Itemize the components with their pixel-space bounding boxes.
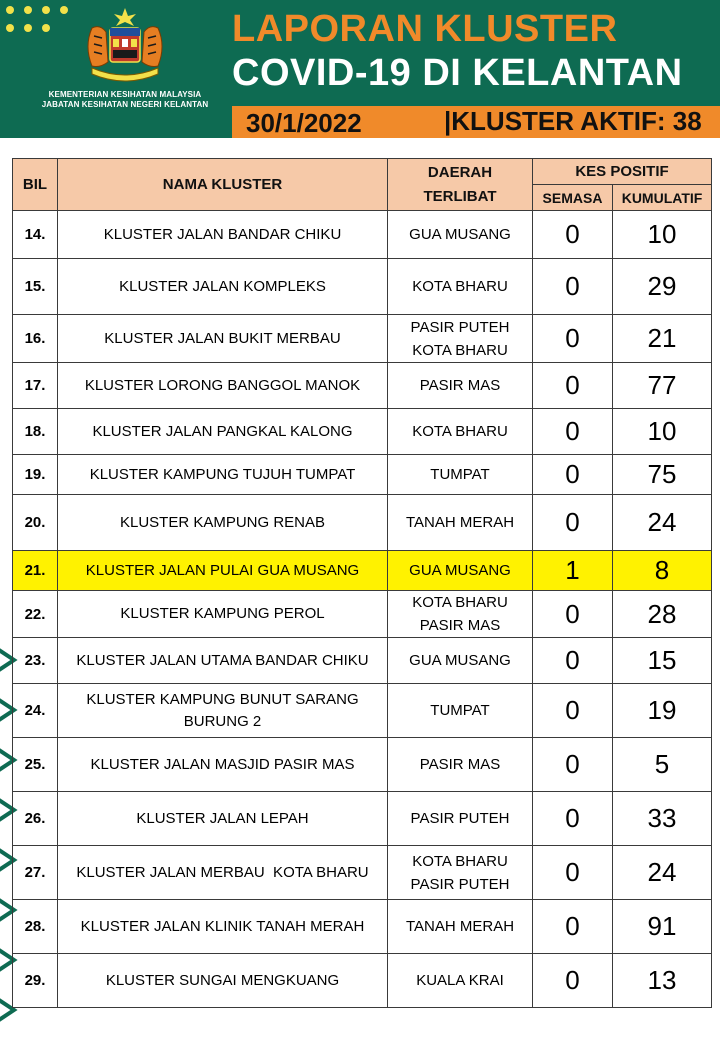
row-daerah	[388, 363, 533, 409]
report-subtitle: COVID-19 DI KELANTAN	[232, 52, 683, 94]
row-daerah	[388, 551, 533, 591]
header-daerah-terlibat	[388, 159, 533, 211]
row-daerah	[388, 259, 533, 315]
header-daerah-line2: TERLIBAT	[423, 187, 497, 205]
row-semasa: 0	[533, 211, 613, 259]
row-bil: 18.	[13, 409, 58, 455]
daerah-line: TUMPAT	[430, 702, 490, 719]
row-semasa: 0	[533, 495, 613, 551]
table-row	[13, 455, 712, 495]
row-bil: 16.	[13, 315, 58, 363]
row-bil: 23.	[13, 638, 58, 684]
header-bil: BIL	[13, 159, 58, 211]
nama-line: KLUSTER KAMPUNG RENAB	[119, 513, 326, 531]
row-nama-kluster	[58, 591, 388, 638]
row-daerah	[388, 409, 533, 455]
daerah-line: TANAH MERAH	[405, 514, 515, 531]
daerah-line: GUA MUSANG	[409, 652, 511, 669]
row-daerah	[388, 211, 533, 259]
row-nama-kluster	[58, 455, 388, 495]
daerah-line: PASIR MAS	[419, 617, 501, 634]
row-nama-kluster	[58, 738, 388, 792]
nama-line: KLUSTER KAMPUNG PEROL	[120, 605, 325, 622]
report-date: 30/1/2022	[246, 108, 362, 138]
header-semasa: SEMASA	[533, 185, 613, 211]
row-semasa: 0	[533, 363, 613, 409]
row-nama-kluster	[58, 846, 388, 900]
header-banner	[0, 0, 720, 138]
daerah-line: GUA MUSANG	[409, 226, 511, 243]
row-daerah	[388, 900, 533, 954]
row-nama-kluster	[58, 551, 388, 591]
nama-line: KLUSTER JALAN BANDAR CHIKU	[103, 225, 342, 243]
row-kumulatif: 5	[613, 738, 712, 792]
table-row	[13, 211, 712, 259]
decorative-dots	[6, 6, 76, 42]
row-kumulatif: 75	[613, 455, 712, 495]
row-semasa: 0	[533, 638, 613, 684]
row-semasa: 0	[533, 259, 613, 315]
daerah-line: PASIR MAS	[419, 377, 501, 394]
daerah-line: PASIR MAS	[419, 756, 501, 773]
row-bil: 28.	[13, 900, 58, 954]
malaysia-coat-of-arms-icon	[70, 6, 180, 86]
nama-line: BURUNG 2	[183, 712, 262, 730]
nama-line: KLUSTER JALAN PANGKAL KALONG	[92, 422, 353, 440]
daerah-line: PASIR PUTEH	[410, 318, 510, 336]
row-kumulatif: 21	[613, 315, 712, 363]
daerah-line: KOTA BHARU	[412, 852, 508, 870]
row-semasa: 0	[533, 315, 613, 363]
nama-line: KLUSTER JALAN UTAMA BANDAR CHIKU	[76, 651, 369, 669]
row-bil: 21.	[13, 551, 58, 591]
header-daerah-line1: DAERAH	[427, 163, 493, 181]
row-daerah	[388, 495, 533, 551]
row-kumulatif: 10	[613, 211, 712, 259]
nama-line: KLUSTER JALAN PULAI GUA MUSANG	[85, 561, 360, 579]
report-title: LAPORAN KLUSTER	[232, 8, 618, 50]
nama-line: KLUSTER KAMPUNG TUJUH TUMPAT	[89, 465, 356, 483]
row-kumulatif: 24	[613, 846, 712, 900]
table-row	[13, 638, 712, 684]
table-row	[13, 684, 712, 738]
row-kumulatif: 77	[613, 363, 712, 409]
row-nama-kluster	[58, 315, 388, 363]
row-nama-kluster	[58, 495, 388, 551]
daerah-line: GUA MUSANG	[409, 562, 511, 579]
row-nama-kluster	[58, 259, 388, 315]
row-semasa: 0	[533, 792, 613, 846]
row-kumulatif: 15	[613, 638, 712, 684]
daerah-line: KOTA BHARU	[412, 278, 508, 295]
row-semasa: 0	[533, 954, 613, 1008]
row-bil: 24.	[13, 684, 58, 738]
daerah-line: KOTA BHARU	[412, 423, 508, 440]
table-row	[13, 409, 712, 455]
row-bil: 15.	[13, 259, 58, 315]
row-kumulatif: 19	[613, 684, 712, 738]
row-daerah	[388, 638, 533, 684]
table-row	[13, 792, 712, 846]
nama-line: KLUSTER JALAN MERBAU KOTA BHARU	[76, 863, 369, 881]
row-kumulatif: 33	[613, 792, 712, 846]
row-kumulatif: 24	[613, 495, 712, 551]
header-nama-kluster: NAMA KLUSTER	[58, 159, 388, 211]
row-kumulatif: 28	[613, 591, 712, 638]
table-row	[13, 900, 712, 954]
ministry-name: KEMENTERIAN KESIHATAN MALAYSIA	[48, 90, 202, 99]
table-row	[13, 315, 712, 363]
table-row	[13, 846, 712, 900]
daerah-line: TANAH MERAH	[405, 918, 515, 935]
row-bil: 17.	[13, 363, 58, 409]
row-kumulatif: 10	[613, 409, 712, 455]
row-nama-kluster	[58, 954, 388, 1008]
row-nama-kluster	[58, 792, 388, 846]
daerah-line: KUALA KRAI	[416, 972, 504, 989]
row-nama-kluster	[58, 684, 388, 738]
row-nama-kluster	[58, 211, 388, 259]
nama-line: KLUSTER JALAN BUKIT MERBAU	[104, 329, 341, 347]
row-bil: 26.	[13, 792, 58, 846]
row-semasa: 0	[533, 591, 613, 638]
table-row	[13, 738, 712, 792]
row-bil: 29.	[13, 954, 58, 1008]
table-row	[13, 259, 712, 315]
row-nama-kluster	[58, 638, 388, 684]
row-daerah	[388, 792, 533, 846]
row-semasa: 0	[533, 738, 613, 792]
row-nama-kluster	[58, 409, 388, 455]
row-semasa: 0	[533, 455, 613, 495]
active-cluster-count: |KLUSTER AKTIF: 38	[444, 106, 702, 136]
row-bil: 19.	[13, 455, 58, 495]
row-kumulatif: 13	[613, 954, 712, 1008]
row-daerah	[388, 684, 533, 738]
department-name: JABATAN KESIHATAN NEGERI KELANTAN	[41, 100, 209, 109]
daerah-line: KOTA BHARU	[412, 341, 508, 359]
nama-line: KLUSTER LORONG BANGGOL MANOK	[84, 376, 361, 394]
nama-line: KLUSTER JALAN LEPAH	[136, 809, 309, 827]
row-bil: 14.	[13, 211, 58, 259]
row-nama-kluster	[58, 900, 388, 954]
row-kumulatif: 8	[613, 551, 712, 591]
table-row	[13, 363, 712, 409]
daerah-line: KOTA BHARU	[412, 594, 508, 611]
row-kumulatif: 91	[613, 900, 712, 954]
row-daerah	[388, 455, 533, 495]
row-daerah	[388, 591, 533, 638]
nama-line: KLUSTER SUNGAI MENGKUANG	[105, 971, 340, 989]
row-semasa: 0	[533, 684, 613, 738]
daerah-line: PASIR PUTEH	[410, 810, 510, 827]
row-semasa: 0	[533, 846, 613, 900]
row-semasa: 0	[533, 900, 613, 954]
row-daerah	[388, 846, 533, 900]
daerah-line: TUMPAT	[430, 466, 490, 483]
table-row	[13, 551, 712, 591]
header-kumulatif: KUMULATIF	[613, 185, 712, 211]
row-daerah	[388, 954, 533, 1008]
row-bil: 25.	[13, 738, 58, 792]
row-bil: 22.	[13, 591, 58, 638]
nama-line: KLUSTER KAMPUNG BUNUT SARANG	[86, 690, 359, 708]
daerah-line: PASIR PUTEH	[410, 875, 510, 893]
row-bil: 20.	[13, 495, 58, 551]
nama-line: KLUSTER JALAN KOMPLEKS	[119, 277, 326, 295]
table-row	[13, 495, 712, 551]
cluster-table	[12, 158, 712, 1008]
row-nama-kluster	[58, 363, 388, 409]
row-daerah	[388, 738, 533, 792]
table-row	[13, 591, 712, 638]
nama-line: KLUSTER JALAN MASJID PASIR MAS	[90, 755, 355, 773]
header-kes-positif: KES POSITIF	[533, 159, 712, 185]
row-kumulatif: 29	[613, 259, 712, 315]
row-semasa: 1	[533, 551, 613, 591]
row-semasa: 0	[533, 409, 613, 455]
row-bil: 27.	[13, 846, 58, 900]
table-row	[13, 954, 712, 1008]
row-daerah	[388, 315, 533, 363]
nama-line: KLUSTER JALAN KLINIK TANAH MERAH	[80, 917, 365, 935]
